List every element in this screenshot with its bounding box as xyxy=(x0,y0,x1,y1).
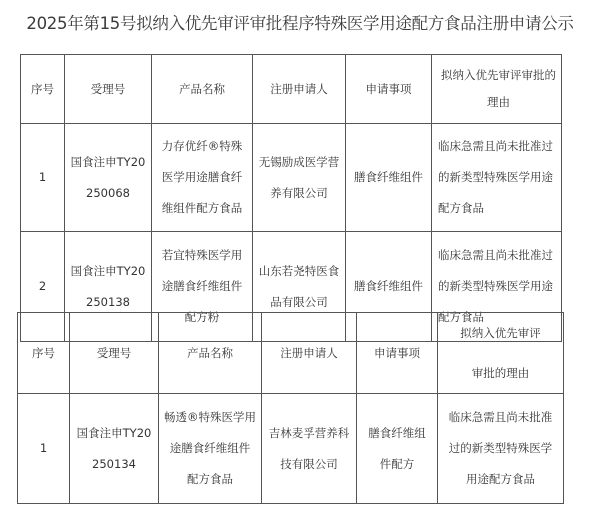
header-applicant: 注册申请人 xyxy=(262,313,357,394)
header-applicant: 注册申请人 xyxy=(253,55,346,124)
cell-index: 1 xyxy=(21,124,65,232)
table-header-row xyxy=(18,313,564,394)
header-application-item: 申请事项 xyxy=(346,55,432,124)
header-reason: 拟纳入优先审评 审批的理由 xyxy=(438,313,564,394)
cell-index: 1 xyxy=(18,394,70,504)
header-product-name: 产品名称 xyxy=(152,55,253,124)
cell-acceptance-no: 国食注申TY20 250138 xyxy=(65,232,152,342)
cell-applicant: 吉林麦孚营养科 技有限公司 xyxy=(262,394,357,504)
cell-acceptance-no: 国食注申TY20 250068 xyxy=(65,124,152,232)
cell-reason: 临床急需且尚未批准 过的新类型特殊医学 用途配方食品 xyxy=(438,394,564,504)
table-row xyxy=(21,124,562,232)
cell-applicant: 无锡励成医学营 养有限公司 xyxy=(253,124,346,232)
header-application-item: 申请事项 xyxy=(357,313,438,394)
cell-application-item: 膳食纤维组件 xyxy=(346,124,432,232)
header-index: 序号 xyxy=(21,55,65,124)
cell-reason: 临床急需且尚未批准过 的新类型特殊医学用途 配方食品 xyxy=(432,232,562,342)
page-title: 2025年第15号拟纳入优先审评审批程序特殊医学用途配方食品注册申请公示 xyxy=(26,14,574,33)
cell-index: 2 xyxy=(21,232,65,342)
cell-product-name: 若宜特殊医学用 途膳食纤维组件 配方粉 xyxy=(152,232,253,342)
cell-application-item: 膳食纤维组 件配方 xyxy=(357,394,438,504)
application-table-2 xyxy=(17,312,564,504)
header-product-name: 产品名称 xyxy=(159,313,262,394)
table-header-row xyxy=(21,55,562,124)
header-index: 序号 xyxy=(18,313,70,394)
cell-application-item: 膳食纤维组件 xyxy=(346,232,432,342)
header-acceptance-no: 受理号 xyxy=(65,55,152,124)
table-row xyxy=(18,394,564,504)
cell-product-name: 畅透®特殊医学用 途膳食纤维组件 配方食品 xyxy=(159,394,262,504)
cell-acceptance-no: 国食注申TY20 250134 xyxy=(70,394,159,504)
cell-product-name: 力存优纤®特殊 医学用途膳食纤 维组件配方食品 xyxy=(152,124,253,232)
header-reason: 拟纳入优先审评审批的 理由 xyxy=(432,55,562,124)
application-table-1 xyxy=(20,54,562,342)
cell-reason: 临床急需且尚未批准过 的新类型特殊医学用途 配方食品 xyxy=(432,124,562,232)
cell-applicant: 山东若尧特医食 品有限公司 xyxy=(253,232,346,342)
header-acceptance-no: 受理号 xyxy=(70,313,159,394)
